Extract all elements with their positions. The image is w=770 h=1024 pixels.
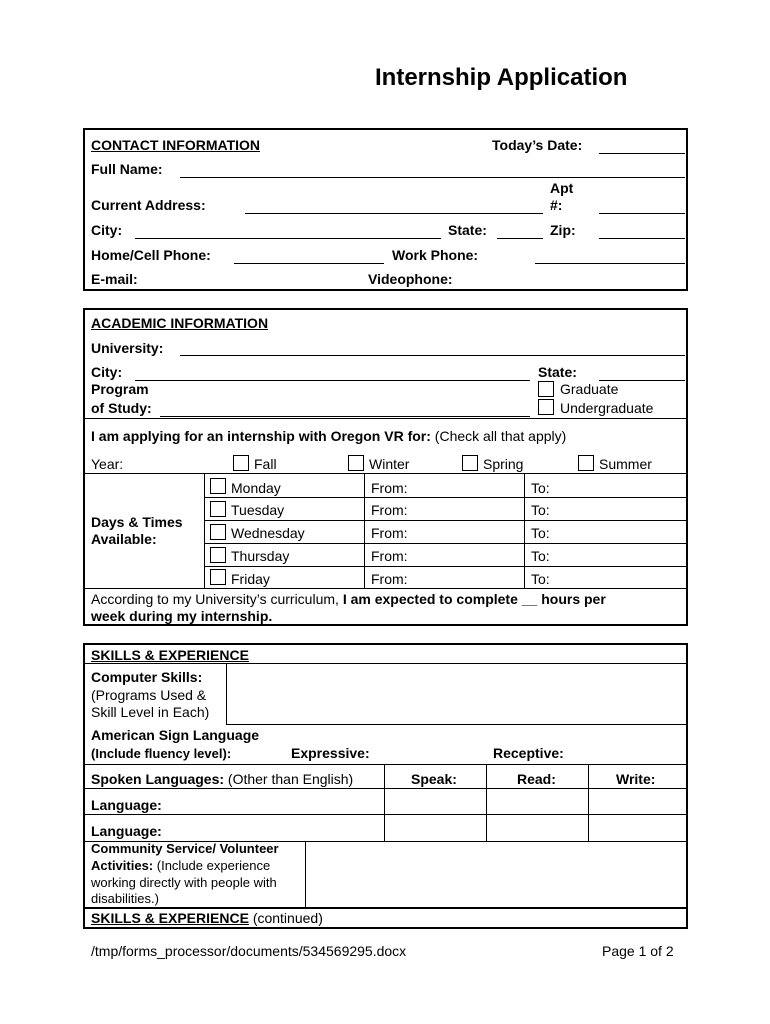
skills-divider-4 xyxy=(84,907,687,909)
lang-row-line-1 xyxy=(84,788,687,789)
zip-field[interactable] xyxy=(599,238,685,239)
spring-checkbox[interactable] xyxy=(462,455,478,471)
academic-city-label: City: xyxy=(91,364,123,380)
curriculum-normal: According to my University’s curriculum, xyxy=(91,591,339,607)
skills-divider-2 xyxy=(226,724,687,725)
days-row-line-2 xyxy=(204,520,687,521)
friday-to: To: xyxy=(531,571,550,587)
spoken-bold: Spoken Languages: xyxy=(91,771,225,787)
wednesday-to: To: xyxy=(531,525,550,541)
computer-skills-field[interactable] xyxy=(228,665,685,723)
undergraduate-checkbox[interactable] xyxy=(538,399,554,415)
university-field[interactable] xyxy=(180,355,685,356)
day-tuesday: Tuesday xyxy=(231,502,285,518)
computer-skills-note-1: (Programs Used & xyxy=(91,687,207,703)
days-row-line-1 xyxy=(204,497,687,498)
fall-checkbox[interactable] xyxy=(233,455,249,471)
curriculum-text-line2: week during my internship. xyxy=(91,608,273,624)
spoken-languages-label xyxy=(91,771,353,788)
academic-city-field[interactable] xyxy=(135,380,530,381)
academic-heading: ACADEMIC INFORMATION xyxy=(91,315,269,331)
skills-continued-note: (continued) xyxy=(252,910,323,926)
skills-continued xyxy=(91,910,323,927)
days-grid-col-2 xyxy=(364,473,365,588)
lang-col-3 xyxy=(588,764,589,841)
state-field[interactable] xyxy=(497,238,543,239)
applying-bold: I am applying for an internship with Oregon VR for: xyxy=(91,428,431,444)
todays-date-field[interactable] xyxy=(599,153,685,154)
community-field[interactable] xyxy=(307,843,685,905)
apt-label-line1: Apt xyxy=(550,180,574,196)
academic-divider-1 xyxy=(84,418,687,419)
asl-fluency-label: (Include fluency level): xyxy=(91,746,232,761)
community-line-3: working directly with people with xyxy=(91,875,277,890)
state-label: State: xyxy=(448,222,487,238)
computer-skills-label: Computer Skills: xyxy=(91,669,203,685)
page-title: Internship Application xyxy=(375,64,628,91)
skills-divider-1 xyxy=(84,663,687,664)
language-label-1: Language: xyxy=(91,797,162,813)
monday-from: From: xyxy=(371,480,408,496)
tuesday-to: To: xyxy=(531,502,550,518)
term-summer: Summer xyxy=(599,456,652,472)
home-phone-field[interactable] xyxy=(234,263,384,264)
monday-checkbox[interactable] xyxy=(210,478,226,494)
lang-row-line-2 xyxy=(84,814,687,815)
winter-checkbox[interactable] xyxy=(348,455,364,471)
university-label: University: xyxy=(91,340,164,356)
community-bold: Activities: xyxy=(91,858,154,873)
tuesday-checkbox[interactable] xyxy=(210,501,226,517)
day-thursday: Thursday xyxy=(231,548,290,564)
apt-label-line2: #: xyxy=(550,197,563,213)
days-label-line1: Days & Times xyxy=(91,514,183,530)
applying-note: (Check all that apply) xyxy=(434,428,567,444)
term-spring: Spring xyxy=(483,456,524,472)
graduate-label: Graduate xyxy=(560,381,619,397)
days-label-line2: Available: xyxy=(91,531,157,547)
lang-col-1 xyxy=(384,764,385,841)
read-header: Read: xyxy=(517,771,556,787)
apt-field[interactable] xyxy=(599,213,685,214)
skills-heading: SKILLS & EXPERIENCE xyxy=(91,647,249,663)
asl-label: American Sign Language xyxy=(91,727,260,743)
term-fall: Fall xyxy=(254,456,277,472)
days-grid-col-1 xyxy=(204,473,205,588)
friday-from: From: xyxy=(371,571,408,587)
monday-to: To: xyxy=(531,480,550,496)
city-field[interactable] xyxy=(135,238,441,239)
wednesday-checkbox[interactable] xyxy=(210,524,226,540)
program-label-line1: Program xyxy=(91,381,149,397)
days-grid-bottom xyxy=(84,588,687,589)
lang-col-2 xyxy=(486,764,487,841)
day-wednesday: Wednesday xyxy=(231,525,305,541)
undergraduate-label: Undergraduate xyxy=(560,400,654,416)
year-label: Year: xyxy=(91,456,124,472)
write-header: Write: xyxy=(616,771,656,787)
community-note: (Include experience xyxy=(156,858,271,873)
tuesday-from: From: xyxy=(371,502,408,518)
community-line-4: disabilities.) xyxy=(91,891,159,906)
speak-header: Speak: xyxy=(411,771,457,787)
receptive-label: Receptive: xyxy=(493,745,564,761)
current-address-field[interactable] xyxy=(245,213,543,214)
city-label: City: xyxy=(91,222,123,238)
curriculum-text-line1 xyxy=(91,591,606,608)
contact-heading: CONTACT INFORMATION xyxy=(91,137,261,153)
academic-state-label: State: xyxy=(538,364,577,380)
computer-skills-divider xyxy=(226,663,227,724)
work-phone-field[interactable] xyxy=(535,263,685,264)
graduate-checkbox[interactable] xyxy=(538,381,554,397)
program-label-line2: of Study: xyxy=(91,400,152,416)
language-label-2: Language: xyxy=(91,823,162,839)
footer-page-number: Page 1 of 2 xyxy=(602,943,674,959)
days-row-line-4 xyxy=(204,566,687,567)
day-monday: Monday xyxy=(231,480,281,496)
videophone-label: Videophone: xyxy=(368,271,453,287)
days-row-line-3 xyxy=(204,543,687,544)
term-winter: Winter xyxy=(369,456,410,472)
thursday-from: From: xyxy=(371,548,408,564)
community-line-2 xyxy=(91,857,270,874)
days-grid-top xyxy=(84,473,687,474)
footer-path: /tmp/forms_processor/documents/534569295.docx xyxy=(91,943,407,959)
summer-checkbox[interactable] xyxy=(578,455,594,471)
community-line-1: Community Service/ Volunteer xyxy=(91,841,279,856)
day-friday: Friday xyxy=(231,571,270,587)
program-field[interactable] xyxy=(160,416,530,417)
skills-continued-heading: SKILLS & EXPERIENCE xyxy=(91,910,249,926)
current-address-label: Current Address: xyxy=(91,197,206,213)
expressive-label: Expressive: xyxy=(291,745,370,761)
curriculum-bold-1: I am expected to complete __ hours per xyxy=(342,591,606,607)
thursday-to: To: xyxy=(531,548,550,564)
wednesday-from: From: xyxy=(371,525,408,541)
community-divider xyxy=(305,841,306,907)
thursday-checkbox[interactable] xyxy=(210,547,226,563)
spoken-note: (Other than English) xyxy=(227,771,354,787)
home-phone-label: Home/Cell Phone: xyxy=(91,247,211,263)
full-name-field[interactable] xyxy=(180,177,685,178)
email-label: E-mail: xyxy=(91,271,138,287)
work-phone-label: Work Phone: xyxy=(392,247,479,263)
days-grid-col-3 xyxy=(524,473,525,588)
computer-skills-note-2: Skill Level in Each) xyxy=(91,704,210,720)
todays-date-label: Today’s Date: xyxy=(492,137,583,153)
skills-divider-3 xyxy=(84,764,687,765)
applying-text xyxy=(91,428,566,445)
zip-label: Zip: xyxy=(550,222,576,238)
friday-checkbox[interactable] xyxy=(210,569,226,585)
full-name-label: Full Name: xyxy=(91,161,163,177)
